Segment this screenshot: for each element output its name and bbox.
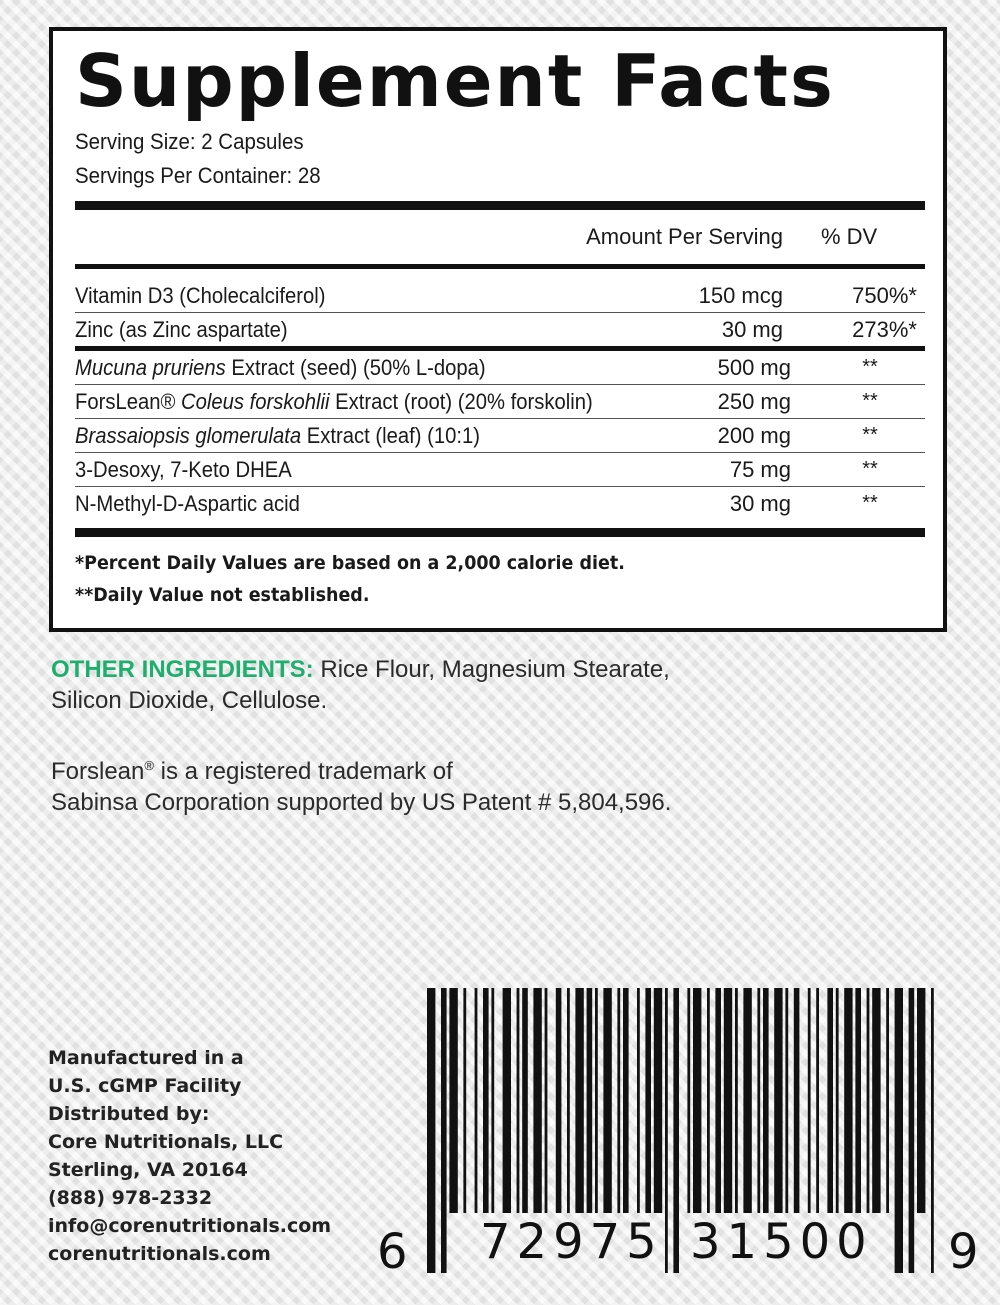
ingredient-amount: 500 mg — [717, 354, 791, 380]
registered-mark: ® — [144, 758, 154, 773]
other-ingredients-label: OTHER INGREDIENTS: — [51, 656, 314, 683]
ingredient-name: Mucuna pruriens Extract (seed) (50% L-dopa) — [75, 354, 486, 380]
ingredient-dv: ** — [862, 458, 878, 480]
company-email: info@corenutritionals.com — [48, 1215, 332, 1237]
trademark-notice — [51, 750, 671, 818]
nutrient-row — [75, 279, 925, 312]
barcode-digit-right: 9 — [948, 1224, 979, 1280]
footnote-daily-values: *Percent Daily Values are based on a 2,000 calorie diet. — [75, 552, 625, 574]
ingredient-amount: 250 mg — [717, 388, 791, 414]
ingredient-name: ForsLean® Coleus forskohlii Extract (root) (20% forskolin) — [75, 388, 593, 414]
divider-thick — [75, 528, 925, 537]
company-website: corenutritionals.com — [48, 1243, 271, 1265]
ingredient-name: 3-Desoxy, 7-Keto DHEA — [75, 456, 292, 482]
header-amount: Amount Per Serving — [586, 224, 783, 249]
company-address: Sterling, VA 20164 — [48, 1159, 248, 1181]
barcode-group-1: 72975 — [480, 1214, 663, 1270]
trademark-line-2: Sabinsa Corporation supported by US Patent # 5,804,596. — [51, 789, 672, 816]
trademark-brand: Forslean — [51, 758, 145, 785]
manufacturer-line: Distributed by: — [48, 1103, 210, 1125]
other-ingredients — [51, 654, 670, 716]
company-name: Core Nutritionals, LLC — [48, 1131, 284, 1153]
barcode-group-2: 31500 — [690, 1214, 873, 1270]
ingredient-dv: ** — [862, 492, 878, 514]
ingredient-dv: ** — [862, 390, 878, 412]
ingredient-row — [75, 351, 925, 384]
nutrient-amount: 30 mg — [721, 316, 783, 342]
header-dv: % DV — [821, 224, 878, 249]
nutrient-dv: 750%* — [852, 282, 917, 308]
nutrient-row — [75, 313, 925, 346]
ingredient-name: N-Methyl-D-Aspartic acid — [75, 490, 300, 516]
nutrient-dv: 273%* — [852, 316, 917, 342]
ingredient-row — [75, 385, 925, 418]
nutrient-amount: 150 mcg — [698, 282, 783, 308]
facts-title: Supplement Facts — [75, 39, 835, 123]
ingredient-dv: ** — [862, 424, 878, 446]
serving-size: Serving Size: 2 Capsules — [75, 129, 304, 154]
divider-thick — [75, 201, 925, 210]
facts-header-row — [75, 210, 925, 264]
trademark-line-1: is a registered trademark of — [153, 758, 453, 785]
footnote-not-established: **Daily Value not established. — [75, 584, 370, 606]
servings-per-container: Servings Per Container: 28 — [75, 163, 321, 188]
nutrient-name: Vitamin D3 (Cholecalciferol) — [75, 282, 326, 308]
ingredient-dv: ** — [862, 356, 878, 378]
ingredient-name: Brassaiopsis glomerulata Extract (leaf) (10:1) — [75, 422, 480, 448]
ingredient-row — [75, 487, 925, 520]
manufacturer-line: U.S. cGMP Facility — [48, 1075, 242, 1097]
company-phone: (888) 978-2332 — [48, 1187, 213, 1209]
supplement-facts-panel — [49, 27, 947, 632]
other-ingredients-line-1: Rice Flour, Magnesium Stearate, — [313, 656, 670, 683]
barcode-digit-left: 6 — [377, 1224, 408, 1280]
ingredient-amount: 200 mg — [717, 422, 791, 448]
manufacturer-info — [48, 1044, 331, 1268]
manufacturer-line: Manufactured in a — [48, 1047, 244, 1069]
ingredient-amount: 30 mg — [729, 490, 791, 516]
ingredient-amount: 75 mg — [729, 456, 791, 482]
other-ingredients-line-2: Silicon Dioxide, Cellulose. — [51, 687, 328, 714]
nutrient-name: Zinc (as Zinc aspartate) — [75, 316, 288, 342]
ingredient-row — [75, 453, 925, 486]
ingredient-row — [75, 419, 925, 452]
